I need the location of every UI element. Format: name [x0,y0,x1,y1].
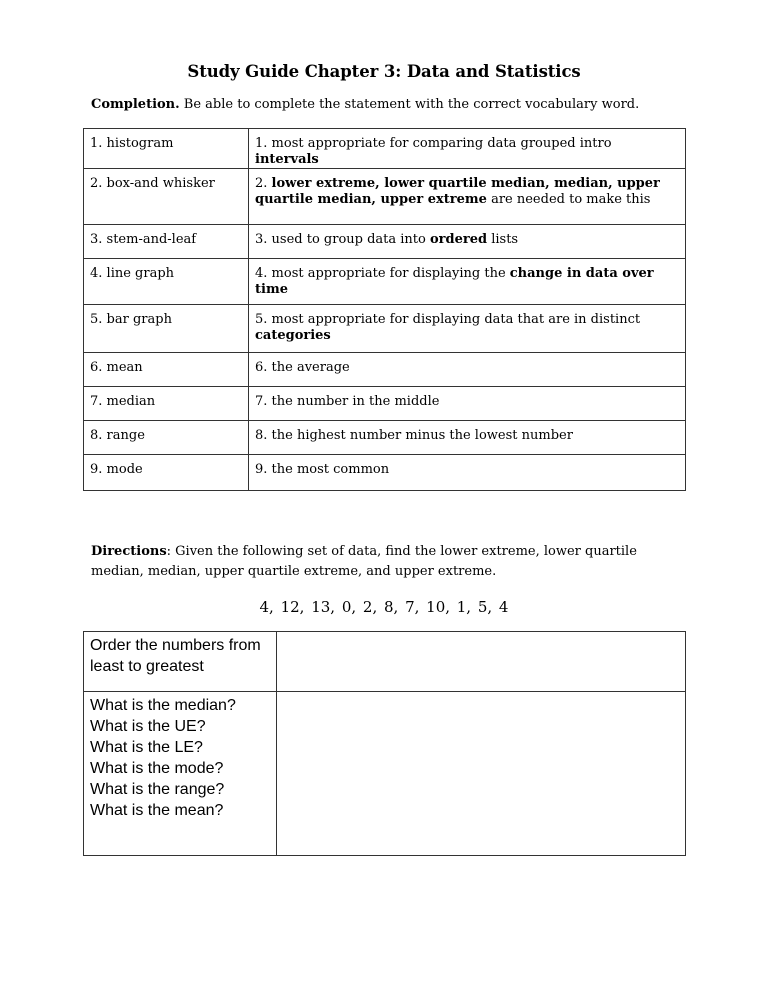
questions-row [84,692,686,856]
definition-keyword: lower extreme, lower quartile median, median, upper quartile median, upper extreme [255,176,660,207]
definition-text: 9. the most common [255,462,390,477]
vocab-definition [249,169,686,225]
vocab-definition [249,129,686,169]
questions-cell [84,692,277,856]
definition-text: lists [487,232,519,247]
directions-instructions [91,542,691,582]
vocab-term: 2. box-and whisker [84,169,249,225]
vocab-term: 7. median [84,387,249,421]
question-text: What is the UE? [90,718,206,735]
page-title: Study Guide Chapter 3: Data and Statistics [187,62,581,81]
completion-label: Completion. [91,97,180,112]
question-text: What is the mean? [90,802,224,819]
data-set: 4, 12, 13, 0, 2, 8, 7, 10, 1, 5, 4 [259,598,509,616]
vocab-term: 4. line graph [84,259,249,305]
vocab-definition [249,353,686,387]
vocab-term: 3. stem-and-leaf [84,225,249,259]
directions-label: Directions [91,544,167,559]
table-row [84,421,686,455]
definition-text: 2. [255,176,272,191]
question-text: What is the LE? [90,739,203,756]
table-row [84,259,686,305]
order-row [84,632,686,692]
worksheet-table [83,631,686,856]
vocab-term: 1. histogram [84,129,249,169]
directions-text: : Given the following set of data, find the lower extreme, lower quartile median, median, upper quartile extreme, and upper extreme. [91,544,637,579]
vocab-definition [249,387,686,421]
table-row [84,225,686,259]
definition-text: 1. most appropriate for comparing data grouped intro [255,136,612,151]
vocab-term: 5. bar graph [84,305,249,353]
table-row [84,305,686,353]
definition-text: 3. used to group data into [255,232,430,247]
completion-text: Be able to complete the statement with the correct vocabulary word. [179,97,640,112]
vocab-term: 6. mean [84,353,249,387]
vocab-definition [249,455,686,491]
table-row [84,169,686,225]
order-prompt: Order the numbers from least to greatest [84,632,277,692]
order-answer-cell[interactable] [277,632,686,692]
definition-text: 4. most appropriate for displaying the [255,266,510,281]
definition-keyword: change in data over time [255,266,654,297]
question-text: What is the mode? [90,760,224,777]
table-row [84,387,686,421]
questions-answer-cell[interactable] [277,692,686,856]
definition-text: 5. most appropriate for displaying data that are in distinct [255,312,641,327]
vocab-definition [249,259,686,305]
definition-text: are needed to make this [486,192,651,207]
vocab-term: 8. range [84,421,249,455]
vocab-definition [249,225,686,259]
definition-text: 8. the highest number minus the lowest number [255,428,573,443]
question-text: What is the range? [90,781,225,798]
definition-text: 6. the average [255,360,350,375]
definition-keyword: intervals [255,152,319,167]
completion-instructions [91,97,639,112]
table-row [84,455,686,491]
table-row [84,353,686,387]
vocabulary-table [83,128,686,491]
definition-keyword: categories [255,328,331,343]
table-row [84,129,686,169]
vocab-term: 9. mode [84,455,249,491]
question-text: What is the median? [90,697,236,714]
vocab-definition [249,305,686,353]
vocab-definition [249,421,686,455]
definition-text: 7. the number in the middle [255,394,440,409]
definition-keyword: ordered [430,232,488,247]
